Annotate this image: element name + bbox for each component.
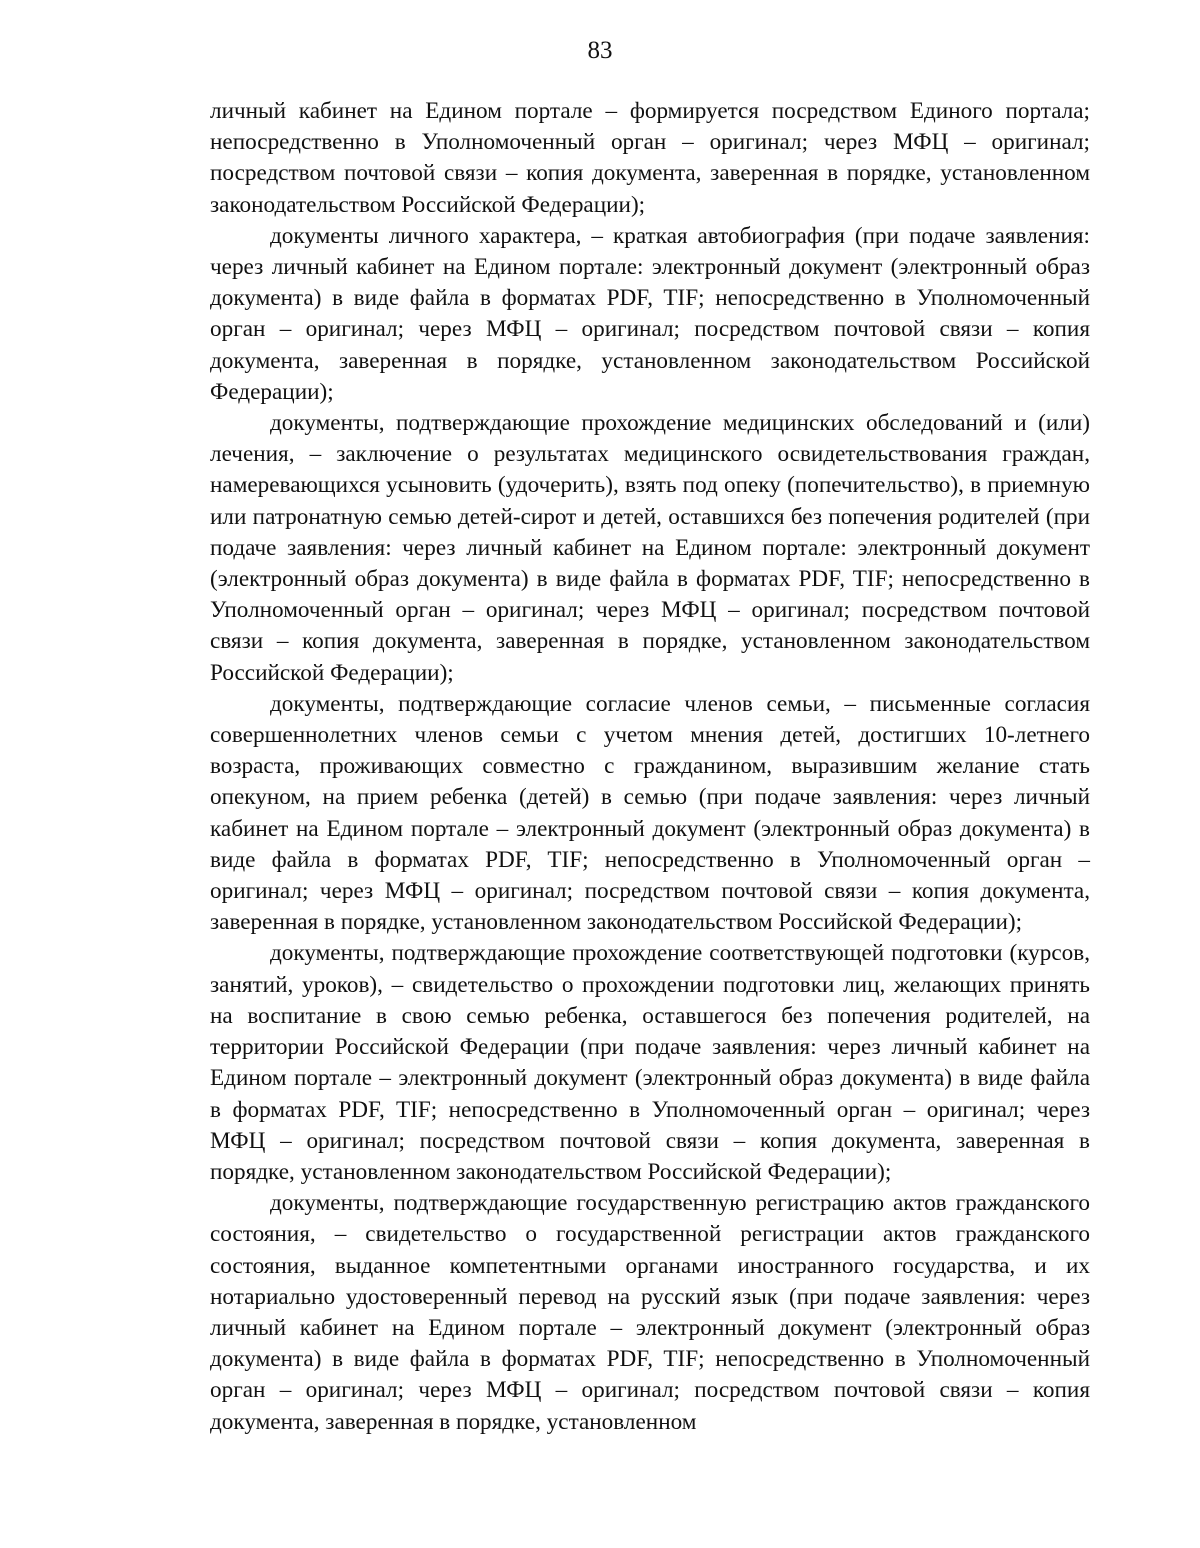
page-number: 83 bbox=[587, 37, 613, 64]
paragraph-family-consent-documents: документы, подтверждающие согласие членов семьи, – письменные согласия совершеннолетних членов семьи с учетом мнения детей, достигших 10-летнего возраста, проживающих совместно с гражданином, выразившим желание стать опекуном, на прием ребенка (детей) в семью (при подаче заявления: через личный кабинет на Едином портале – электронный документ (электронный образ документа) в виде файла в форматах PDF, TIF; непосредственно в Уполномоченный орган – оригинал; через МФЦ – оригинал; посредством почтовой связи – копия документа, заверенная в порядке, установленном законодательством Российской Федерации); bbox=[210, 690, 1090, 936]
paragraph-personal-documents: документы личного характера, – краткая автобиография (при подаче заявления: через личный кабинет на Едином портале: электронный документ (электронный образ документа) в виде файла в форматах PDF, TIF; непосредственно в Уполномоченный орган – оригинал; через МФЦ – оригинал; посредством почтовой связи – копия документа, заверенная в порядке, установленном законодательством Российской Федерации); bbox=[210, 222, 1090, 405]
paragraph-medical-documents: документы, подтверждающие прохождение медицинских обследований и (или) лечения, – заключение о результатах медицинского освидетельствования граждан, намеревающихся усыновить (удочерить), взять под опеку (попечительство), в приемную или патронатную семью детей-сирот и детей, оставшихся без попечения родителей (при подаче заявления: через личный кабинет на Едином портале: электронный документ (электронный образ документа) в виде файла в форматах PDF, TIF; непосредственно в Уполномоченный орган – оригинал; через МФЦ – оригинал; посредством почтовой связи – копия документа, заверенная в порядке, установленном законодательством Российской Федерации); bbox=[210, 410, 1090, 686]
paragraph-training-documents: документы, подтверждающие прохождение соответствующей подготовки (курсов, занятий, уроков), – свидетельство о прохождении подготовки лиц, желающих принять на воспитание в свою семью ребенка, оставшегося без попечения родителей, на территории Российской Федерации (при подаче заявления: через личный кабинет на Едином портале – электронный документ (электронный образ документа) в виде файла в форматах PDF, TIF; непосредственно в Уполномоченный орган – оригинал; через МФЦ – оригинал; посредством почтовой связи – копия документа, заверенная в порядке, установленном законодательством Российской Федерации); bbox=[210, 940, 1090, 1185]
paragraph-continuation: личный кабинет на Едином портале – формируется посредством Единого портала; непосредственно в Уполномоченный орган – оригинал; через МФЦ – оригинал; посредством почтовой связи – копия документа, заверенная в порядке, установленном законодательством Российской Федерации); bbox=[210, 98, 1090, 218]
paragraph-civil-status-documents: документы, подтверждающие государственную регистрацию актов гражданского состояния, – свидетельство о государственной регистрации актов гражданского состояния, выданное компетентными органами иностранного государства, и их нотариально удостоверенный перевод на русский язык (при подаче заявления: через личный кабинет на Едином портале – электронный документ (электронный образ документа) в виде файла в форматах PDF, TIF; непосредственно в Уполномоченный орган – оригинал; через МФЦ – оригинал; посредством почтовой связи – копия документа, заверенная в порядке, установленном bbox=[210, 1190, 1090, 1435]
body-text bbox=[210, 96, 1090, 1438]
